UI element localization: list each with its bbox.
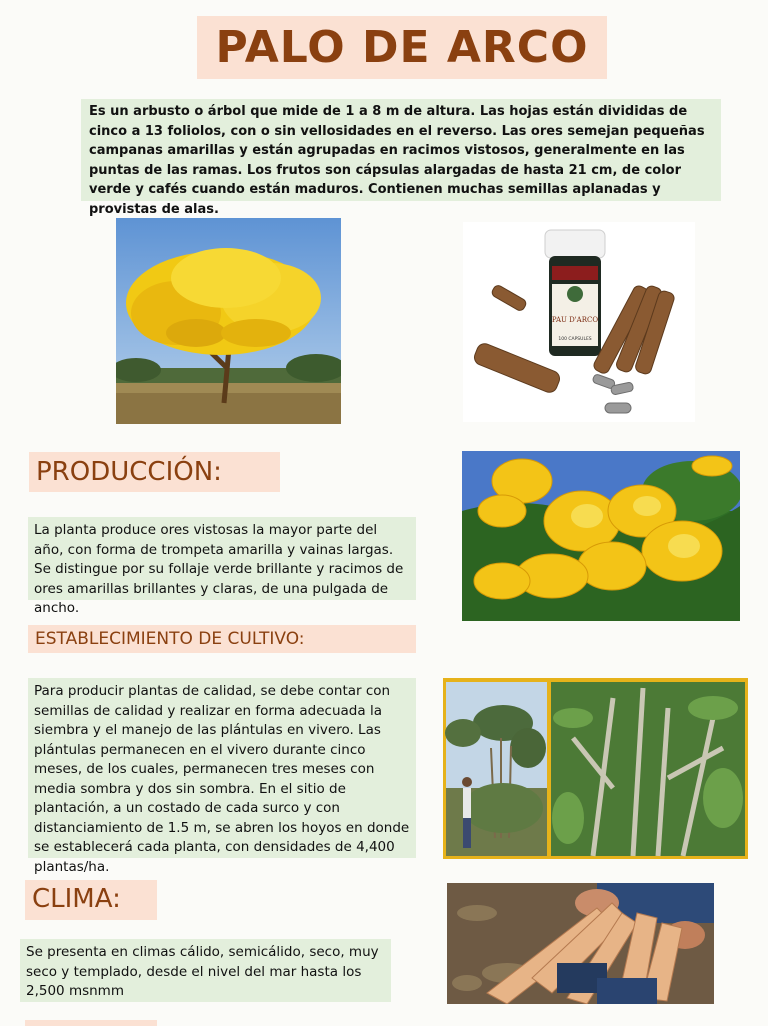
- nursery-plants-image: [443, 678, 748, 859]
- clima-heading-label: CLIMA:: [32, 884, 121, 914]
- flowering-tree-image: [116, 218, 341, 424]
- produccion-text: La planta produce ores vistosas la mayor parte del año, con forma de trompeta amarilla y vainas largas. Se distingue por su follaje verde brillante y racimos de ores amarillas brillantes y claras, de una pulgada de ancho.: [28, 517, 416, 600]
- clima-heading: [25, 880, 157, 920]
- next-section-heading-partial: [25, 1020, 157, 1026]
- yellow-flowers-image: [462, 451, 740, 621]
- page-title: PALO DE ARCO: [215, 22, 589, 73]
- produccion-heading: [29, 452, 280, 492]
- title-banner: [197, 16, 607, 79]
- clima-text: Se presenta en climas cálido, semicálido, seco, muy seco y templado, desde el nivel del mar hasta los 2,500 msnmm: [20, 939, 391, 1002]
- produccion-heading-label: PRODUCCIÓN:: [36, 457, 222, 487]
- establecimiento-heading-label: ESTABLECIMIENTO DE CULTIVO:: [35, 629, 305, 649]
- product-count-label: 100 CAPSULES: [558, 337, 592, 342]
- intro-paragraph: Es un arbusto o árbol que mide de 1 a 8 m de altura. Las hojas están divididas de cinco a 13 foliolos, con o sin vellosidades en el reverso. Las ores semejan pequeñas campanas amarillas y están agrupadas en racimos vistosos, generalmente en las puntas de las ramas. Los frutos son cápsulas alargadas de hasta 21 cm, de color verde y cafés cuando están maduros. Contienen muchas semillas aplanadas y provistas de alas.: [81, 99, 721, 201]
- establecimiento-text: Para producir plantas de calidad, se debe contar con semillas de calidad y realizar en forma adecuada la siembra y el manejo de las plántulas en vivero. Las plántulas permanecen en el vivero durante cinco meses, de los cuales, permanecen tres meses con media sombra y dos sin sombra. En el sitio de plantación, a un costado de cada surco y con distanciamiento de 1.5 m, se abren los hoyos en donde se establecerá cada planta, con densidades de 4,400 plantas/ha.: [28, 678, 416, 858]
- bark-strips-image: [447, 883, 714, 1004]
- establecimiento-heading: [28, 625, 416, 653]
- product-brand-label: PAU D'ARCO: [551, 316, 599, 324]
- pau-darco-product-image: [463, 222, 695, 422]
